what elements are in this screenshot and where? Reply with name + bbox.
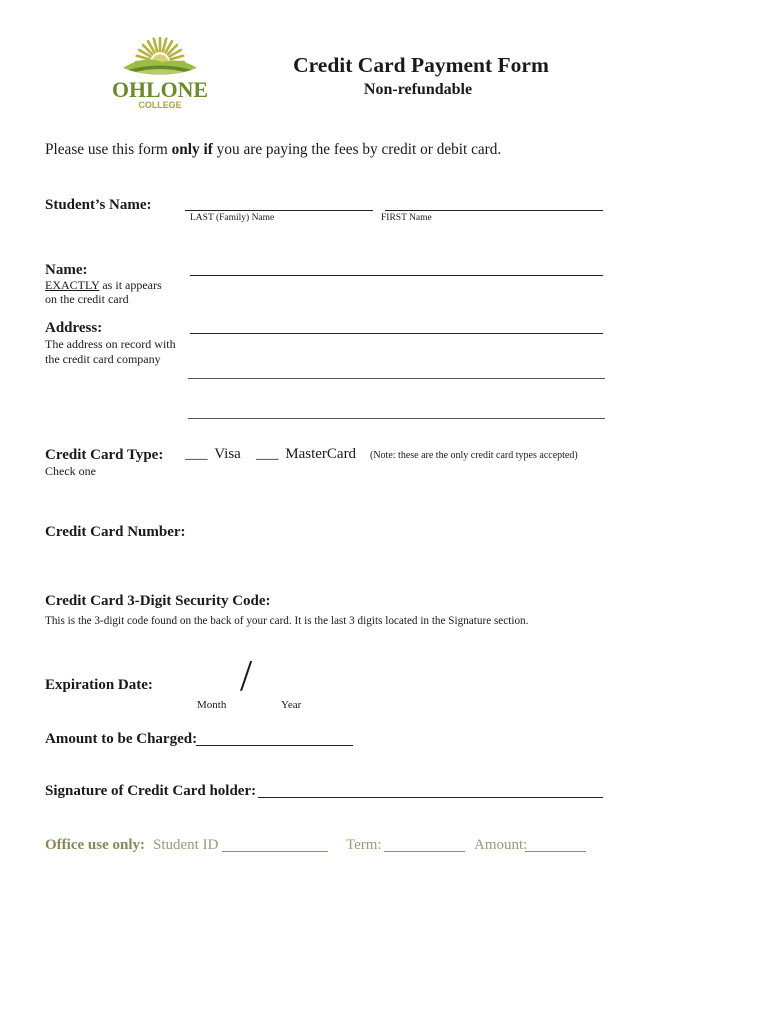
last-name-caption: LAST (Family) Name xyxy=(190,213,275,223)
signature-label: Signature of Credit Card holder: xyxy=(45,783,257,799)
address-label: Address: xyxy=(45,320,103,336)
address-line-1 xyxy=(190,333,603,334)
expiration-month-caption: Month xyxy=(197,699,227,711)
card-type-hint: Check one xyxy=(45,464,96,478)
expiration-separator: / xyxy=(240,651,253,700)
logo-name: OHLONE xyxy=(112,77,208,102)
intro-part2: you are paying the fees by credit or debit card. xyxy=(212,141,502,158)
office-student-id-label: Student ID xyxy=(153,837,219,853)
intro-emphasis: only if xyxy=(171,141,213,158)
amount-charged-line xyxy=(196,745,353,746)
intro-part1: Please use this form xyxy=(45,141,172,158)
office-term-line xyxy=(384,851,465,852)
security-code-note: This is the 3-digit code found on the back of your card. It is the last 3 digits located in the Signature section. xyxy=(45,615,529,627)
card-type-option-mastercard xyxy=(256,445,356,463)
form-title: Credit Card Payment Form xyxy=(293,53,549,77)
mastercard-label: MasterCard xyxy=(285,446,357,462)
cardholder-name-line xyxy=(190,275,603,276)
mastercard-blank: ___ xyxy=(256,446,279,462)
office-student-id-line xyxy=(222,851,328,852)
signature-line xyxy=(258,797,603,798)
amount-charged-label: Amount to be Charged: xyxy=(45,731,198,747)
cardholder-name-label: Name: xyxy=(45,262,88,278)
visa-label: Visa xyxy=(214,446,241,462)
logo-hills xyxy=(123,60,197,75)
cardholder-name-note-emphasis: EXACTLY xyxy=(45,278,100,292)
expiration-date-label: Expiration Date: xyxy=(45,677,153,693)
security-code-label: Credit Card 3-Digit Security Code: xyxy=(45,593,271,609)
ohlone-college-logo xyxy=(105,32,215,114)
card-number-label: Credit Card Number: xyxy=(45,524,186,540)
student-name-label: Student’s Name: xyxy=(45,197,152,213)
intro-text xyxy=(45,141,501,159)
address-note-line2: the credit card company xyxy=(45,352,161,366)
address-line-2 xyxy=(188,378,605,379)
visa-blank: ___ xyxy=(185,446,208,462)
form-subtitle: Non-refundable xyxy=(363,81,473,98)
office-term-label: Term: xyxy=(346,837,382,853)
cardholder-name-note-rest: as it appears xyxy=(99,278,162,292)
expiration-year-caption: Year xyxy=(281,699,302,711)
card-type-option-visa xyxy=(185,445,241,463)
office-amount-label: Amount: xyxy=(474,837,528,853)
student-first-name-line xyxy=(385,210,603,211)
card-type-label: Credit Card Type: xyxy=(45,447,164,463)
logo-subname: COLLEGE xyxy=(138,100,182,111)
address-line-3 xyxy=(188,418,605,419)
cardholder-name-note-line2: on the credit card xyxy=(45,292,129,306)
card-type-note: (Note: these are the only credit card types accepted) xyxy=(370,450,578,461)
office-use-label: Office use only: xyxy=(45,837,145,853)
cardholder-name-note-line1 xyxy=(45,278,162,292)
student-last-name-line xyxy=(185,210,373,211)
first-name-caption: FIRST Name xyxy=(381,213,432,223)
address-note-line1: The address on record with xyxy=(45,337,176,351)
office-amount-line xyxy=(525,851,586,852)
